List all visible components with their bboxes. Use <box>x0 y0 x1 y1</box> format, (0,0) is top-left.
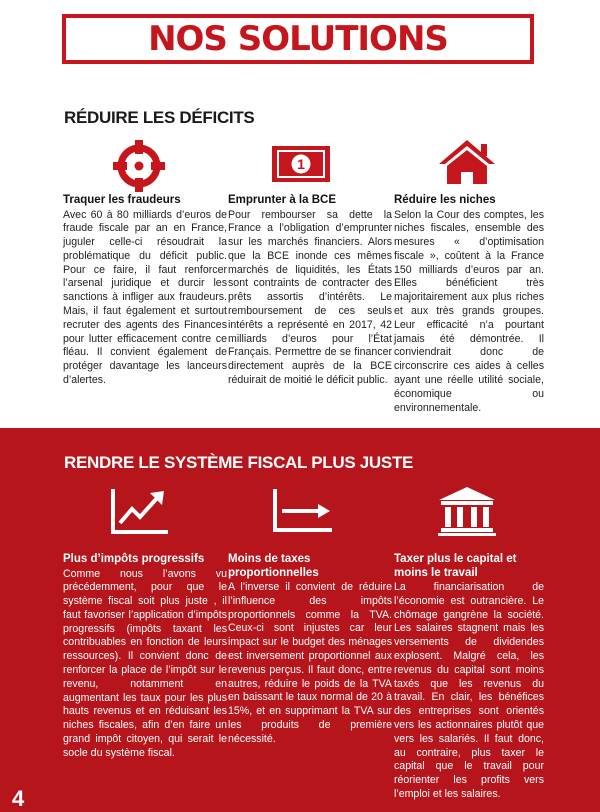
column-traquer-fraudeurs <box>63 194 227 388</box>
column-text: Pour rembourser sa dette la France a l’obligation d’emprunter sur les marchés financiers. Alors que la BCE inonde ces mêmes marchés de liquidités, les États sont contraints de contracter des prêts assortis d’intérêts. Le remboursement de ces seuls intérêts a représenté en 2017, 42 milliards d’euros pour l’État Français. Permettre de se financer directement auprès de la BCE réduirait de moitié le déficit public. <box>228 208 392 387</box>
column-taxes-proportionnelles <box>228 553 392 747</box>
column-title: Taxer plus le capital et moins le travail <box>394 553 517 579</box>
house-icon <box>437 138 497 186</box>
page-title: NOS SOLUTIONS <box>148 19 448 59</box>
column-title: Traquer les fraudeurs <box>63 194 181 206</box>
svg-text:1: 1 <box>297 156 305 172</box>
column-text: Comme nous l’avons vu précédemment, pour que le système fiscal soit plus juste , il faut favoriser l’application d’impôts progressifs (impôts taxant les contribuables en fonction de leurs ressources). Il convient donc de renforcer la place de l’impôt sur le revenu, notamment en augmentant les taux pour les plus hauts revenus et en réduisant les niches fiscales, afin d’en faire un grand impôt citoyen, qui serait le socle du système fiscal. <box>63 567 227 759</box>
crosshair-icon <box>111 138 167 194</box>
column-title: Emprunter à la BCE <box>228 194 336 206</box>
bank-building-icon <box>437 486 497 536</box>
section-heading-deficits: RÉDUIRE LES DÉFICITS <box>64 108 255 127</box>
section-heading-systeme-fiscal: RENDRE LE SYSTÈME FISCAL PLUS JUSTE <box>64 453 414 472</box>
column-emprunter-bce <box>228 194 392 388</box>
column-text: Selon la Cour des comptes, les niches fiscales, ensemble des mesures « d’optimisation fiscale », coûtent à la France 150 milliards d’euros par an. Elles bénéficient très majoritairement aux plus riches et aux très grands groupes. Leur efficacité n’a pourtant jamais été démontrée. Il conviendrait donc de circonscrire ces aides à celles ayant une réelle utilité sociale, économique ou environnementale. <box>394 208 544 414</box>
column-title: Moins de taxes proportionnelles <box>228 553 319 579</box>
banknote-icon <box>272 146 330 182</box>
column-impots-progressifs <box>63 553 227 761</box>
column-taxer-capital <box>394 553 544 802</box>
column-title: Plus d’impôts progressifs <box>63 553 205 565</box>
column-title: Réduire les niches <box>394 194 496 206</box>
column-reduire-niches <box>394 194 544 415</box>
page-title-box <box>62 14 534 64</box>
page-number: 4 <box>12 786 25 811</box>
column-text: A l’inverse il convient de réduire l’influence des impôts proportionnels comme la TVA. Ceux-ci sont injustes car leur impact sur le budget des ménages est inversement proportionnel aux revenus perçus. Il faut donc, entre autres, réduire le poids de la TVA en baissant le taux normal de 20 à 15%, et en supprimant la TVA sur les produits de première nécessité. <box>228 581 392 745</box>
rising-chart-icon <box>110 487 170 535</box>
column-text: Avec 60 à 80 milliards d’euros de fraude fiscale par an en France, juguler celle-ci résoudrait la problématique du déficit public. Pour ce faire, il faut renforcer l’arsenal juridique et durcir les sanctions à infliger aux fraudeurs. Mais, il faut également et surtout recruter des agents des Finances pour lutter efficacement contre ce fléau. Il convient également de protéger davantage les lanceurs d’alertes. <box>63 208 227 387</box>
flat-arrow-chart-icon <box>272 487 334 533</box>
column-text: La financiarisation de l’économie est outrancière. Le chômage gangrène la société. Les salaires stagnent mais les versements de dividendes explosent. Malgré cela, les revenus du capital sont moins taxés que les revenus du travail. En clair, les bénéfices des entreprises sont orientés vers les actionnaires plutôt que vers les salariés. Il faut donc, au contraire, plus taxer le capital que le travail pour réorienter les profits vers l’emploi et les salaires. <box>394 581 544 800</box>
